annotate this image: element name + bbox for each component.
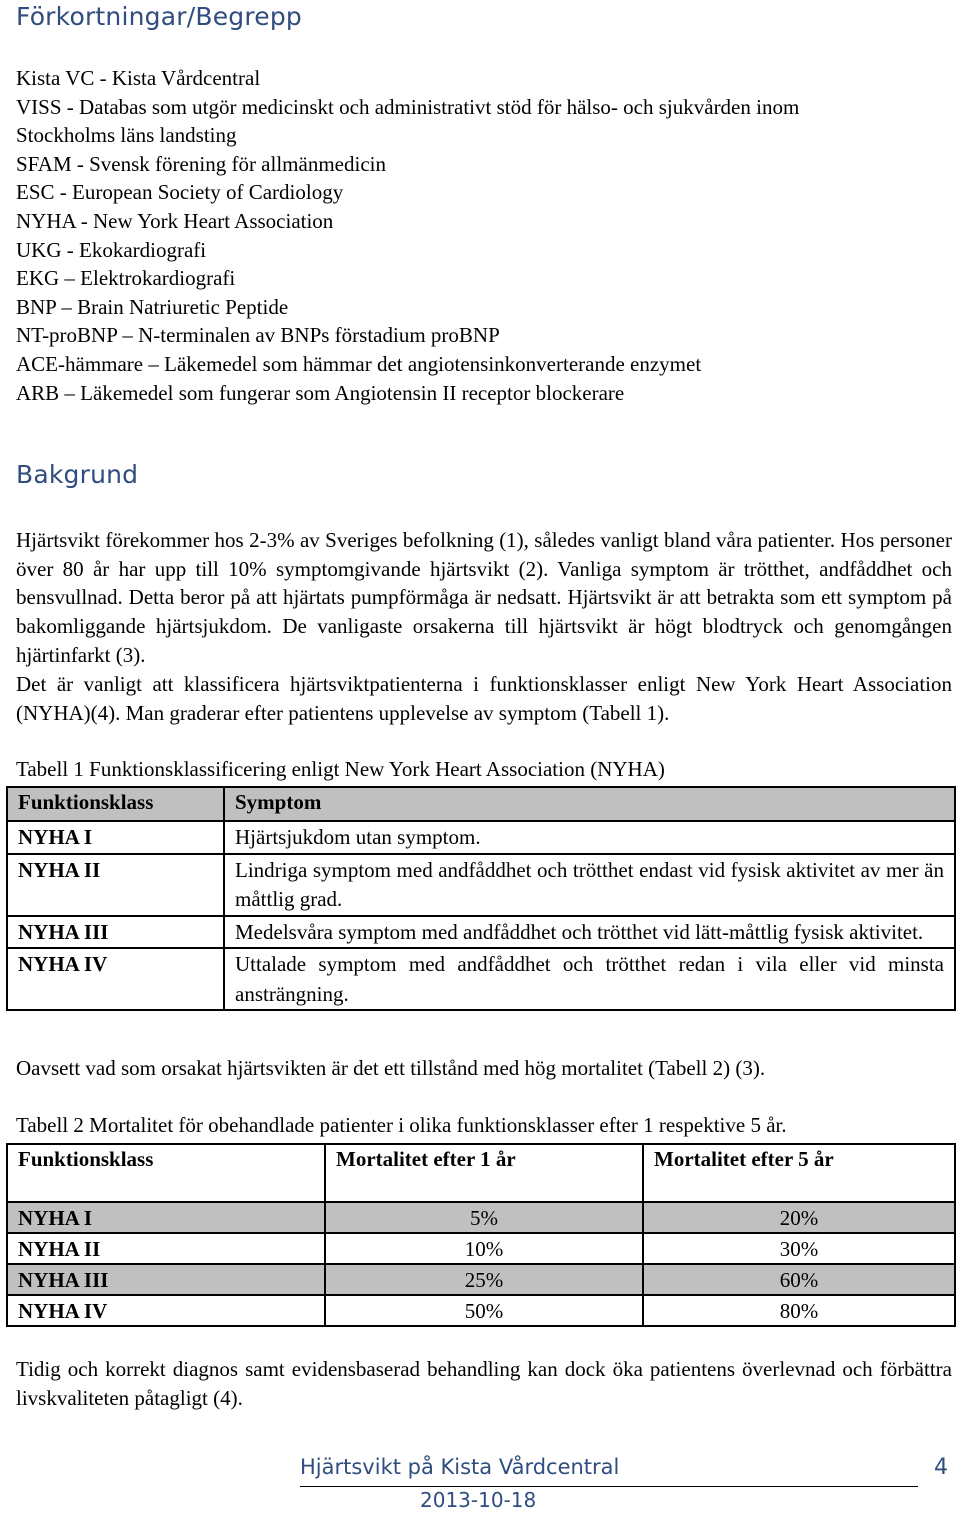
table-row — [7, 1264, 955, 1295]
background-paragraph-1: Hjärtsvikt förekommer hos 2-3% av Sveriges befolkning (1), således vanligt bland våra patienter. Hos personer över 80 år har upp till 10% symptomgivande hjärtsvikt (2). Vanliga symptom är trötthet, andfåddhet och bensvullnad. Detta beror på att hjärtats pumpförmåga är nedsatt. Hjärtsvikt är att betrakta som ett symptom på bakomliggande hjärtsjukdom. De vanligaste orsakerna till hjärtsvikt är högt blodtryck och genomgången hjärtinfarkt (3). — [16, 528, 952, 667]
abbreviation-item: Stockholms läns landsting — [16, 123, 237, 148]
page-number: 4 — [934, 1455, 948, 1480]
table-row — [7, 1233, 955, 1264]
abbreviation-item: BNP – Brain Natriuretic Peptide — [16, 294, 289, 319]
mortality-5-years-cell: 30% — [643, 1233, 955, 1264]
mortality-1-year-cell: 10% — [325, 1233, 643, 1264]
abbreviation-list — [16, 64, 956, 407]
mortality-5-years-cell: 80% — [643, 1295, 955, 1326]
abbreviation-item: Kista VC - Kista Vårdcentral — [16, 66, 261, 90]
column-header-symptom: Symptom — [224, 787, 955, 821]
table-header-row — [7, 787, 955, 821]
table-header-row — [7, 1144, 955, 1202]
column-header-mortality-5-years: Mortalitet efter 5 år — [643, 1144, 955, 1202]
functional-class-cell: NYHA I — [7, 821, 224, 854]
symptom-cell: Lindriga symptom med andfåddhet och trötthet endast vid fysisk aktivitet av mer än måttlig grad. — [224, 854, 955, 916]
mortality-table — [6, 1143, 956, 1327]
mortality-5-years-cell: 20% — [643, 1202, 955, 1233]
section-heading-abbreviations: Förkortningar/Begrepp — [16, 2, 302, 31]
table2-caption: Tabell 2 Mortalitet för obehandlade patienter i olika funktionsklasser efter 1 respektive 5 år. — [16, 1113, 787, 1137]
table-row — [7, 1295, 955, 1326]
column-header-functional-class: Funktionsklass — [7, 787, 224, 821]
column-header-functional-class: Funktionsklass — [7, 1144, 325, 1202]
abbreviation-item: EKG – Elektrokardiografi — [16, 266, 236, 291]
abbreviation-item: VISS - Databas som utgör medicinskt och administrativt stöd för hälso- och sjukvården inom — [16, 94, 800, 119]
abbreviation-item: ESC - European Society of Cardiology — [16, 180, 344, 205]
table-row — [7, 1202, 955, 1233]
abbreviation-item: SFAM - Svensk förening för allmänmedicin — [16, 151, 386, 176]
functional-class-cell: NYHA III — [7, 1264, 325, 1295]
functional-class-cell: NYHA II — [7, 1233, 325, 1264]
mortality-1-year-cell: 25% — [325, 1264, 643, 1295]
table-row — [7, 948, 955, 1010]
conclusion-paragraph: Tidig och korrekt diagnos samt evidensbaserad behandling kan dock öka patientens överlevnad och förbättra livskvaliteten påtagligt (4). — [16, 1357, 952, 1410]
abbreviation-item: NT-proBNP – N-terminalen av BNPs förstadium proBNP — [16, 323, 500, 348]
mortality-paragraph: Oavsett vad som orsakat hjärtsvikten är det ett tillstånd med hög mortalitet (Tabell 2) (3). — [16, 1056, 766, 1080]
abbreviation-item: ACE-hämmare – Läkemedel som hämmar det angiotensinkonverterande enzymet — [16, 351, 702, 376]
mortality-5-years-cell: 60% — [643, 1264, 955, 1295]
mortality-1-year-cell: 50% — [325, 1295, 643, 1326]
symptom-cell: Uttalade symptom med andfåddhet och trötthet redan i vila eller vid minsta ansträngning. — [224, 948, 955, 1010]
functional-class-cell: NYHA IV — [7, 1295, 325, 1326]
functional-class-cell: NYHA IV — [7, 948, 224, 1010]
footer-date: 2013-10-18 — [420, 1488, 537, 1512]
column-header-mortality-1-year: Mortalitet efter 1 år — [325, 1144, 643, 1202]
table1-caption: Tabell 1 Funktionsklassificering enligt New York Heart Association (NYHA) — [16, 757, 665, 781]
table-row — [7, 854, 955, 916]
functional-class-cell: NYHA III — [7, 916, 224, 949]
abbreviation-item: UKG - Ekokardiografi — [16, 237, 207, 262]
background-paragraph-2: Det är vanligt att klassificera hjärtsviktpatienterna i funktionsklasser enligt New York Heart Association (NYHA)(4). Man graderar efter patientens upplevelse av symptom (Tabell 1). — [16, 672, 952, 725]
symptom-cell: Medelsvåra symptom med andfåddhet och trötthet vid lätt-måttlig fysisk aktivitet. — [224, 916, 955, 949]
abbreviation-item: NYHA - New York Heart Association — [16, 208, 334, 233]
symptom-cell: Hjärtsjukdom utan symptom. — [224, 821, 955, 854]
section-heading-background: Bakgrund — [16, 460, 139, 489]
footer-divider — [300, 1486, 918, 1487]
abbreviation-item: ARB – Läkemedel som fungerar som Angiotensin II receptor blockerare — [16, 380, 625, 405]
functional-class-cell: NYHA II — [7, 854, 224, 916]
nyha-classification-table — [6, 786, 956, 1011]
footer-title: Hjärtsvikt på Kista Vårdcentral — [300, 1455, 620, 1479]
table-row — [7, 821, 955, 854]
mortality-1-year-cell: 5% — [325, 1202, 643, 1233]
table-row — [7, 916, 955, 949]
functional-class-cell: NYHA I — [7, 1202, 325, 1233]
